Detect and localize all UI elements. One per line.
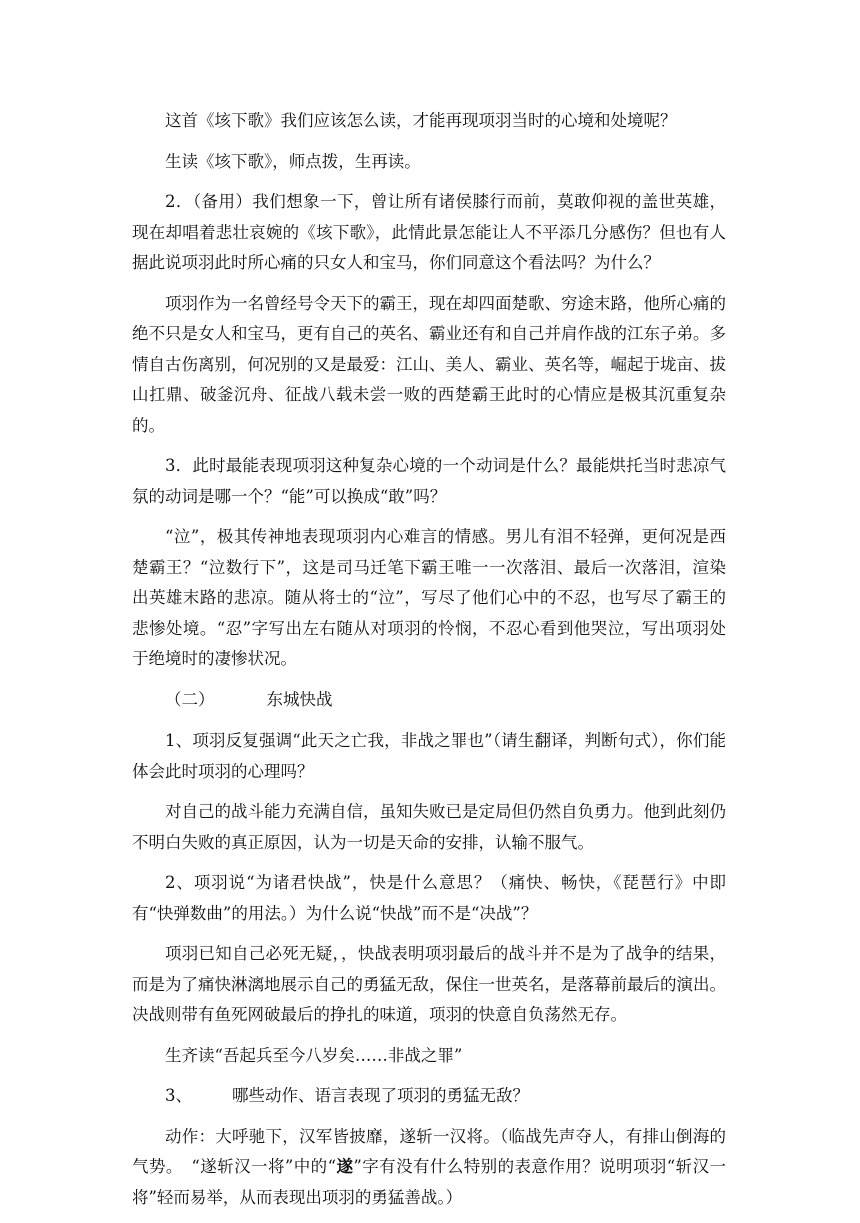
paragraph-question-2: 2．（备用）我们想象一下，曾让所有诸侯膝行而前，莫敢仰视的盖世英雄，现在却唱着悲壮哀婉的《垓下歌》，此情此景怎能让人不平添几分感伤？但也有人据此说项羽此时所心痛的只女人和宝马，你们同意这个看法吗？为什么？ <box>132 192 726 272</box>
section-number: （二） <box>165 689 215 709</box>
paragraph-question-s2-1: 1、项羽反复强调“此天之亡我，非战之罪也”（请生翻译，判断句式），你们能体会此时项羽的心理吗？ <box>132 731 726 781</box>
answer-text-part-2: ”字有没有什么特别的表意作用？说明项羽“斩汉一将”轻而易举，从而表现出项羽的勇猛善战。） <box>132 1157 726 1207</box>
section-title: 东城快战 <box>266 689 333 709</box>
section-heading <box>132 685 726 716</box>
item-number: 3、 <box>165 1086 192 1105</box>
paragraph-question-s2-2: 2、项羽说“为诸君快战”，快是什么意思？（痛快、畅快，《琵琶行》中即有“快弹数曲”的用法。）为什么说“快战”而不是“决战”？ <box>132 873 726 923</box>
paragraph-student-reading: 生读《垓下歌》，师点拨，生再读。 <box>165 151 421 171</box>
paragraph-answer-3: “泣”，极其传神地表现项羽内心难言的情感。男儿有泪不轻弹，更何况是西楚霸王？“泣数行下”，这是司马迁笔下霸王唯一一次落泪、最后一次落泪，渲染出英雄末路的悲凉。随从将士的“泣”，写尽了他们心中的不忍，也写尽了霸王的悲惨处境。“忍”字写出左右随从对项羽的怜悯，不忍心看到他哭泣，写出项羽处于绝境时的凄惨状况。 <box>132 527 726 668</box>
item-text: 哪些动作、语言表现了项羽的勇猛无敌？ <box>232 1086 529 1105</box>
paragraph-answer-2: 项羽作为一名曾经号令天下的霸王，现在却四面楚歌、穷途末路，他所心痛的绝不只是女人和宝马，更有自己的英名、霸业还有和自己并肩作战的江东子弟。多情自古伤离别，何况别的又是最爱：江山、美人、霸业、英名等，崛起于垅亩、拔山扛鼎、破釜沉舟、征战八载未尝一败的西楚霸王此时的心情应是极其沉重复杂的。 <box>132 293 726 435</box>
paragraph-question-3: 3．此时最能表现项羽这种复杂心境的一个动词是什么？最能烘托当时悲凉气氛的动词是哪一个？“能”可以换成“敢”吗？ <box>132 456 726 506</box>
paragraph-group-reading: 生齐读“吾起兵至今八岁矣……非战之罪” <box>165 1045 463 1065</box>
paragraph-question-s2-3 <box>132 1081 726 1112</box>
emphasized-character: 遂 <box>336 1157 354 1176</box>
paragraph-answer-s2-1: 对自己的战斗能力充满自信，虽知失败已是定局但仍然自负勇力。他到此刻仍不明白失败的真正原因，认为一切是天命的安排，认输不服气。 <box>132 802 726 852</box>
paragraph-answer-s2-3 <box>132 1122 726 1214</box>
answer-text-part-1: 动作：大呼驰下，汉军皆披靡，遂斩一汉将。（临战先声夺人，有排山倒海的气势。 “遂斩汉一将”中的“ <box>132 1126 726 1176</box>
paragraph-answer-s2-2: 项羽已知自己必死无疑，，快战表明项羽最后的战斗并不是为了战争的结果，而是为了痛快淋漓地展示自己的勇猛无敌，保住一世英名，是落幕前最后的演出。决战则带有鱼死网破最后的挣扎的味道，项羽的快意自负荡然无存。 <box>132 944 726 1024</box>
document-body <box>132 106 726 1223</box>
paragraph-question-reading: 这首《垓下歌》我们应该怎么读，才能再现项羽当时的心境和处境呢？ <box>165 111 677 130</box>
